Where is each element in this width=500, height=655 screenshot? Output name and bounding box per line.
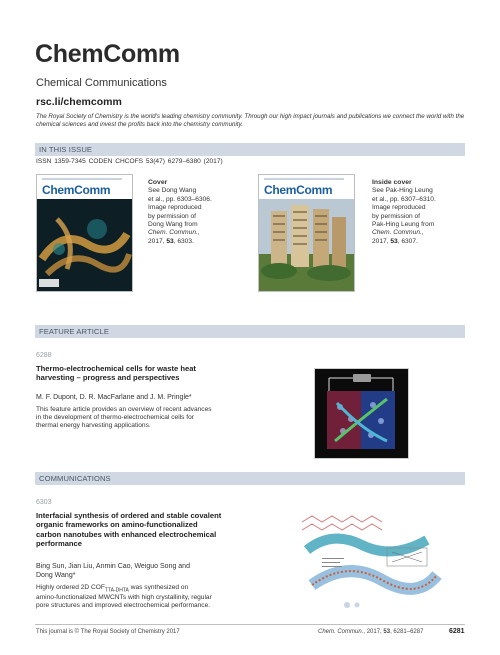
cover-logo: ChemComm	[42, 183, 111, 197]
feature-toc-graphic[interactable]	[314, 368, 409, 459]
cover-image[interactable]	[36, 174, 133, 292]
article-authors: M. F. Dupont, D. R. MacFarlane and J. M. Pringle*	[36, 394, 192, 401]
journal-url[interactable]: rsc.li/chemcomm	[36, 96, 122, 108]
section-heading: COMMUNICATIONS	[39, 474, 111, 483]
journal-subtitle: Chemical Communications	[36, 77, 167, 89]
article-authors: Bing Sun, Jian Liu, Anmin Cao, Weiguo Song and Dong Wang*	[36, 563, 190, 579]
footer-citation: Chem. Commun., 2017, 53, 6281–6287	[318, 629, 424, 635]
page-number: 6303	[36, 499, 52, 506]
article-title[interactable]: Interfacial synthesis of ordered and stable covalent organic frameworks on amino-functionalized carbon nanotubes with enhanced electrochemical performance	[36, 511, 222, 549]
article-abstract: Highly ordered 2D $COF_{TTA-DHTA}$ was synthesized on amino-functionalized MWCNTs with high crystallinity, regular pore structures and improved electrochemical performance.	[36, 584, 212, 610]
page-number: 6288	[36, 352, 52, 359]
footer-copyright: This journal is © The Royal Society of Chemistry 2017	[36, 629, 180, 635]
section-heading: IN THIS ISSUE	[39, 145, 93, 154]
cover-logo: ChemComm	[264, 183, 333, 197]
section-band-feature-article	[35, 325, 465, 338]
section-heading: FEATURE ARTICLE	[39, 327, 109, 336]
article-title[interactable]: Thermo-electrochemical cells for waste heat harvesting – progress and perspectives	[36, 364, 196, 383]
issn-line: ISSN 1359-7345 CODEN CHCOFS 53(47) 6279–6380 (2017)	[36, 158, 223, 165]
footer-rule	[35, 624, 465, 625]
cover-artwork	[37, 199, 132, 291]
article-abstract: This feature article provides an overview of recent advances in the development of thermo-electrochemical cells for thermal energy harvesting applications.	[36, 406, 212, 429]
inside-cover-artwork	[259, 199, 354, 291]
journal-title: ChemComm	[35, 40, 180, 68]
inside-cover-caption: Inside cover See Pak-Hing Leung et al., pp. 6307–6310. Image reproduced by permission of Pak-Hing Leung from Chem. Commun., 2017, 53, 6307.	[372, 179, 436, 245]
communication-toc-graphic[interactable]	[292, 510, 442, 610]
rsc-blurb: The Royal Society of Chemistry is the world's leading chemistry community. Through our high impact journals and publications we connect the world with the chemical sciences and invest the profits back into the chemistry community.	[36, 113, 465, 129]
footer-page-number: 6281	[449, 628, 465, 635]
section-band-communications	[35, 472, 465, 485]
cover-caption: Cover See Dong Wang et al., pp. 6303–6306. Image reproduced by permission of Dong Wang from Chem. Commun., 2017, 53, 6303.	[148, 179, 212, 245]
inside-cover-image[interactable]	[258, 174, 355, 292]
section-band-in-this-issue	[35, 143, 465, 156]
